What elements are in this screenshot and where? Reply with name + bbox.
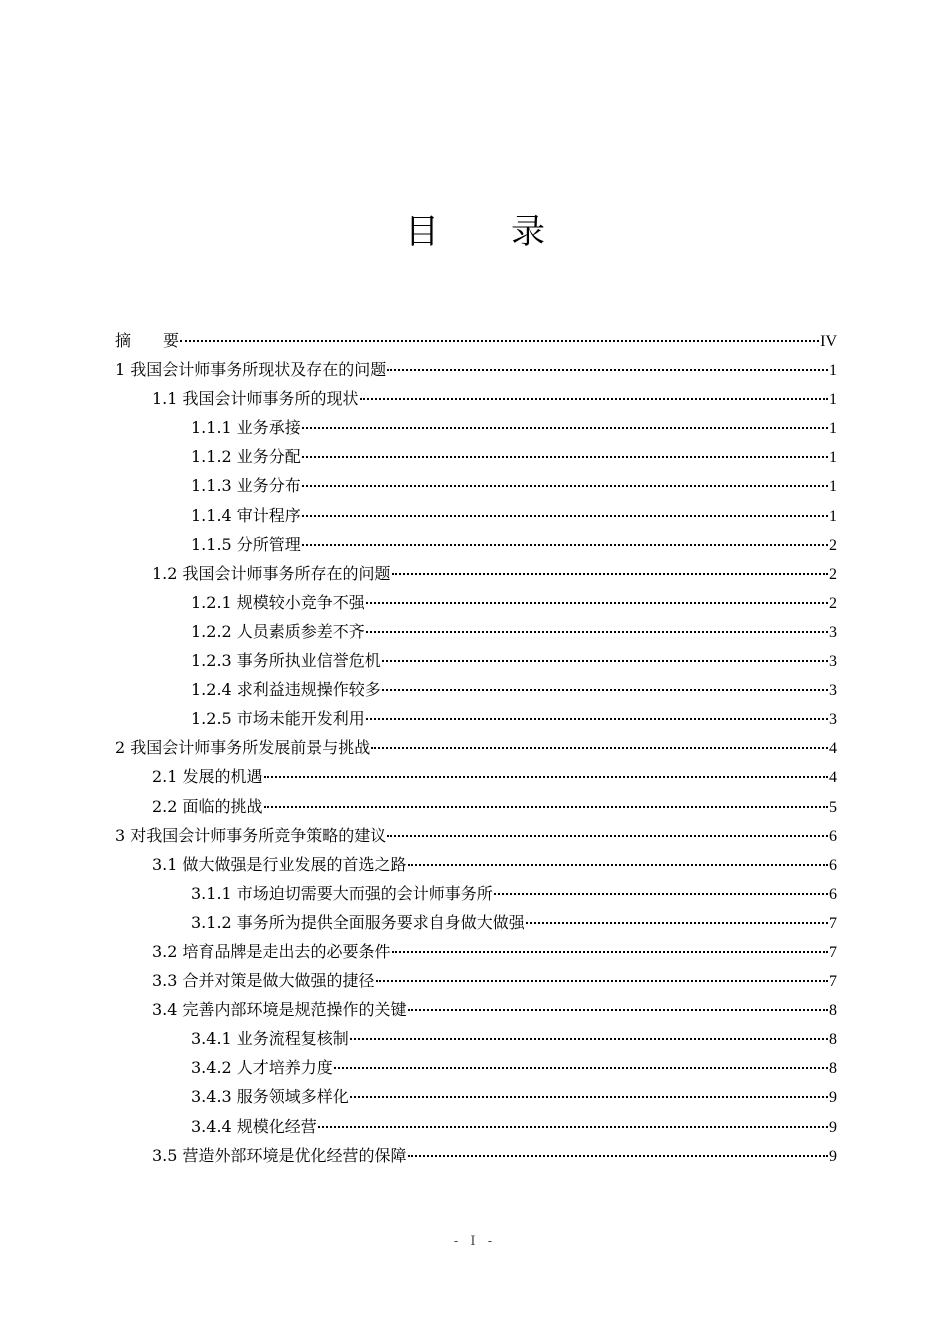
toc-entry-page-number: 6 (829, 885, 837, 903)
toc-title (0, 208, 950, 256)
toc-dot-leader (334, 1067, 828, 1069)
toc-dot-leader (494, 893, 828, 895)
toc-entry-label: 1.1.2 业务分配 (191, 447, 301, 467)
toc-entry[interactable] (115, 501, 837, 530)
toc-dot-leader (318, 1126, 828, 1128)
toc-entry[interactable] (115, 588, 837, 617)
toc-dot-leader (366, 602, 828, 604)
toc-entry[interactable] (115, 908, 837, 937)
toc-entry-page-number: 7 (829, 973, 837, 991)
toc-entry[interactable] (115, 1053, 837, 1082)
toc-entry-page-number: 2 (829, 594, 837, 612)
toc-entry-page-number: 1 (829, 391, 837, 409)
toc-dot-leader (180, 340, 819, 342)
toc-entry-label: 3.1.1 市场迫切需要大而强的会计师事务所 (191, 883, 493, 903)
toc-entry-page-number: 9 (829, 1089, 837, 1107)
toc-title-char-2: 录 (511, 212, 545, 252)
toc-entry-page-number: 3 (829, 711, 837, 729)
toc-entry-label: 1.1 我国会计师事务所的现状 (152, 389, 359, 409)
toc-entry[interactable] (115, 733, 837, 762)
toc-entry-label: 2.1 发展的机遇 (152, 767, 263, 787)
toc-entry[interactable] (115, 1082, 837, 1111)
toc-entry[interactable] (115, 530, 837, 559)
toc-entry[interactable] (115, 821, 837, 850)
toc-dot-leader (376, 980, 828, 982)
toc-dot-leader (382, 660, 828, 662)
toc-dot-leader (302, 544, 828, 546)
toc-entry-label: 1.2.5 市场未能开发利用 (191, 709, 365, 729)
toc-entry[interactable] (115, 355, 837, 384)
toc-entry-label: 1.1.1 业务承接 (191, 418, 301, 438)
toc-entry-label: 1 我国会计师事务所现状及存在的问题 (115, 360, 387, 380)
toc-dot-leader (302, 485, 828, 487)
toc-dot-leader (526, 922, 828, 924)
toc-entry[interactable] (115, 1141, 837, 1170)
toc-dot-leader (382, 689, 828, 691)
page-footer-number: - I - (453, 1234, 497, 1249)
toc-entry[interactable] (115, 1112, 837, 1141)
toc-entry-label: 3.1 做大做强是行业发展的首选之路 (152, 854, 407, 874)
toc-entry[interactable] (115, 326, 837, 355)
toc-entry[interactable] (115, 937, 837, 966)
toc-entry-label: 1.1.3 业务分布 (191, 476, 301, 496)
toc-dot-leader (350, 1038, 828, 1040)
toc-entry-page-number: 6 (829, 856, 837, 874)
toc-entry-label: 1.2 我国会计师事务所存在的问题 (152, 563, 391, 583)
toc-entry-page-number: 7 (829, 914, 837, 932)
toc-entry-label: 3.2 培育品牌是走出去的必要条件 (152, 941, 391, 961)
toc-entry-page-number: 3 (829, 623, 837, 641)
toc-entry-page-number: 8 (829, 1060, 837, 1078)
toc-dot-leader (302, 427, 828, 429)
toc-entry-label: 摘 要 (115, 331, 180, 350)
toc-dot-leader (302, 456, 828, 458)
toc-entry-label: 2.2 面临的挑战 (152, 796, 263, 816)
toc-entry-page-number: 2 (829, 536, 837, 554)
toc-entry[interactable] (115, 762, 837, 791)
toc-dot-leader (371, 747, 828, 749)
toc-entry-page-number: 9 (829, 1147, 837, 1165)
toc-dot-leader (387, 835, 828, 837)
toc-entry-label: 3.1.2 事务所为提供全面服务要求自身做大做强 (191, 912, 525, 932)
toc-entry-label: 1.2.2 人员素质参差不齐 (191, 621, 365, 641)
toc-dot-leader (264, 776, 828, 778)
toc-dot-leader (392, 951, 828, 953)
toc-entry-page-number: 6 (829, 827, 837, 845)
toc-entry-label: 1.1.5 分所管理 (191, 534, 301, 554)
toc-entry-label: 3.5 营造外部环境是优化经营的保障 (152, 1145, 407, 1165)
toc-entry[interactable] (115, 792, 837, 821)
toc-entry-label: 1.2.4 求利益违规操作较多 (191, 680, 381, 700)
toc-entry-page-number: 3 (829, 653, 837, 671)
toc-entry[interactable] (115, 704, 837, 733)
toc-entry[interactable] (115, 559, 837, 588)
toc-entry-page-number: 8 (829, 1031, 837, 1049)
toc-entry-label: 3 对我国会计师事务所竞争策略的建议 (115, 825, 387, 845)
toc-entry-page-number: 4 (829, 740, 837, 758)
toc-entry[interactable] (115, 442, 837, 471)
toc-entry-page-number: 1 (829, 507, 837, 525)
toc-entry[interactable] (115, 879, 837, 908)
toc-entry[interactable] (115, 1024, 837, 1053)
table-of-contents (115, 326, 837, 1170)
toc-entry[interactable] (115, 413, 837, 442)
toc-entry[interactable] (115, 850, 837, 879)
toc-entry-label: 3.4.1 业务流程复核制 (191, 1029, 349, 1049)
toc-entry-label: 1.2.1 规模较小竞争不强 (191, 592, 365, 612)
toc-dot-leader (302, 515, 828, 517)
toc-dot-leader (392, 573, 828, 575)
toc-entry-page-number: 7 (829, 943, 837, 961)
toc-dot-leader (408, 1155, 828, 1157)
toc-dot-leader (408, 1009, 828, 1011)
toc-dot-leader (350, 1096, 828, 1098)
toc-entry-label: 3.4.3 服务领域多样化 (191, 1087, 349, 1107)
toc-entry-page-number: 3 (829, 682, 837, 700)
toc-title-char-1: 目 (405, 212, 439, 252)
toc-entry-page-number: 1 (829, 449, 837, 467)
toc-entry-label: 3.4 完善内部环境是规范操作的关键 (152, 1000, 407, 1020)
toc-dot-leader (264, 806, 828, 808)
toc-entry[interactable] (115, 471, 837, 500)
toc-entry[interactable] (115, 384, 837, 413)
toc-entry-page-number: 5 (829, 798, 837, 816)
toc-entry-label: 1.1.4 审计程序 (191, 505, 301, 525)
toc-entry-label: 1.2.3 事务所执业信誉危机 (191, 651, 381, 671)
toc-entry-label: 3.4.2 人才培养力度 (191, 1058, 333, 1078)
toc-entry-page-number: 1 (829, 478, 837, 496)
toc-entry-page-number: 9 (829, 1118, 837, 1136)
toc-entry[interactable] (115, 675, 837, 704)
toc-entry-page-number: 8 (829, 1002, 837, 1020)
toc-entry[interactable] (115, 617, 837, 646)
toc-dot-leader (408, 864, 828, 866)
toc-entry-page-number: 2 (829, 565, 837, 583)
toc-dot-leader (366, 718, 828, 720)
toc-dot-leader (366, 631, 828, 633)
toc-entry-page-number: IV (820, 333, 837, 350)
toc-entry-label: 2 我国会计师事务所发展前景与挑战 (115, 738, 371, 758)
toc-entry-page-number: 4 (829, 769, 837, 787)
toc-entry-label: 3.4.4 规模化经营 (191, 1116, 317, 1136)
toc-entry[interactable] (115, 966, 837, 995)
toc-entry-label: 3.3 合并对策是做大做强的捷径 (152, 971, 375, 991)
toc-entry-page-number: 1 (829, 420, 837, 438)
toc-dot-leader (360, 398, 828, 400)
toc-entry[interactable] (115, 646, 837, 675)
toc-entry-page-number: 1 (829, 362, 837, 380)
toc-dot-leader (387, 369, 828, 371)
toc-entry[interactable] (115, 995, 837, 1024)
